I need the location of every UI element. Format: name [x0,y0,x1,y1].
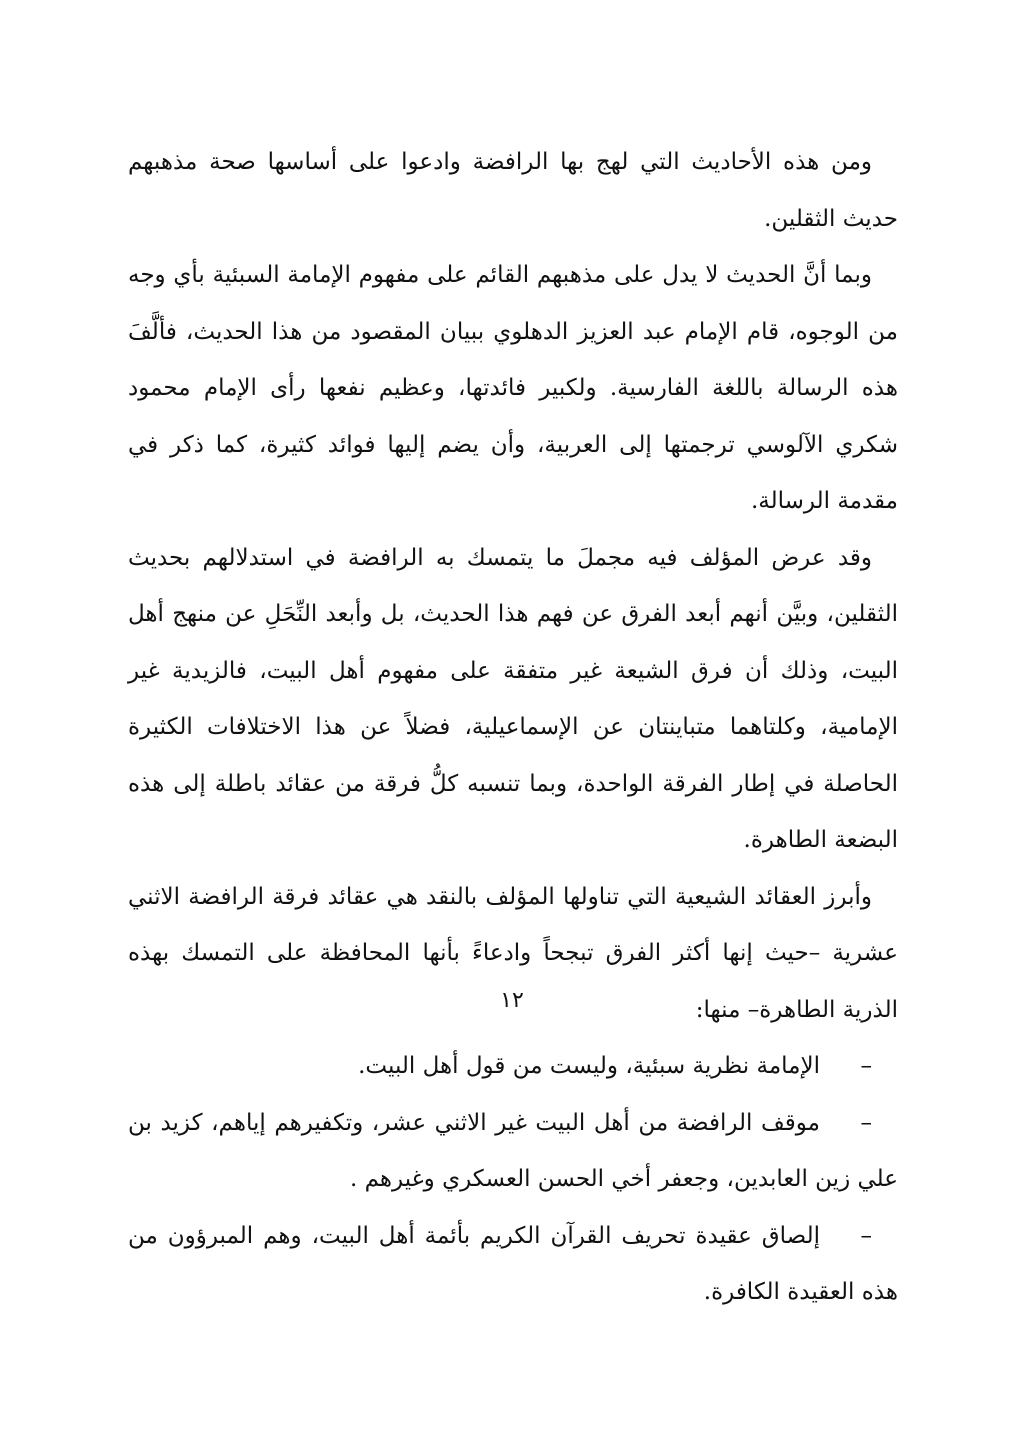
page-number: ١٢ [500,988,524,1013]
list-item [128,1095,898,1208]
list-item-text: الإمامة نظرية سبئية، وليست من قول أهل البيت. [358,1053,820,1079]
list-item [128,1038,898,1095]
paragraph: وقد عرض المؤلف فيه مجملَ ما يتمسك به الرافضة في استدلالهم بحديث الثقلين، وبيَّن أنهم أبعد الفرق عن فهم هذا الحديث، بل وأبعد النِّحَلِ عن منهج أهل البيت، وذلك أن فرق الشيعة غير متفقة على مفهوم أهل البيت، فالزيدية غير الإمامية، وكلتاهما متباينتان عن الإسماعيلية، فضلاً عن هذا الاختلافات الكثيرة الحاصلة في إطار الفرقة الواحدة، وبما تنسبه كلُّ فرقة من عقائد باطلة إلى هذه البضعة الطاهرة. [128,544,898,853]
list-dash: – [860,1053,872,1079]
paragraph: ومن هذه الأحاديث التي لهج بها الرافضة وادعوا على أساسها صحة مذهبهم حديث الثقلين. [128,149,898,232]
list-dash: – [860,1222,872,1249]
paragraph: وبما أنَّ الحديث لا يدل على مذهبهم القائم على مفهوم الإمامة السبئية بأي وجه من الوجوه، قام الإمام عبد العزيز الدهلوي ببيان المقصود من هذا الحديث، فألَّفَ هذه الرسالة باللغة الفارسية. ولكبير فائدتها، وعظيم نفعها رأى الإمام محمود شكري الآلوسي ترجمتها إلى العربية، وأن يضم إليها فوائد كثيرة، كما ذكر في مقدمة الرسالة. [128,262,898,514]
list-item-text: موقف الرافضة من أهل البيت غير الاثني عشر، وتكفيرهم إياهم، كزيد بن علي زين العابدين، وجعفر أخي الحسن العسكري وغيرهم . [128,1109,898,1192]
bullet-list [128,1038,898,1321]
list-dash: – [860,1109,872,1136]
list-item-text: إلصاق عقيدة تحريف القرآن الكريم بأئمة أهل البيت، وهم المبرؤون من هذه العقيدة الكافرة. [128,1222,898,1305]
list-item [128,1208,898,1321]
page-body [128,134,898,1321]
paragraph: وأبرز العقائد الشيعية التي تناولها المؤلف بالنقد هي عقائد فرقة الرافضة الاثني عشرية –حيث إنها أكثر الفرق تبجحاً وادعاءً بأنها المحافظة على التمسك بهذه الذرية الطاهرة– منها: [128,883,898,1023]
